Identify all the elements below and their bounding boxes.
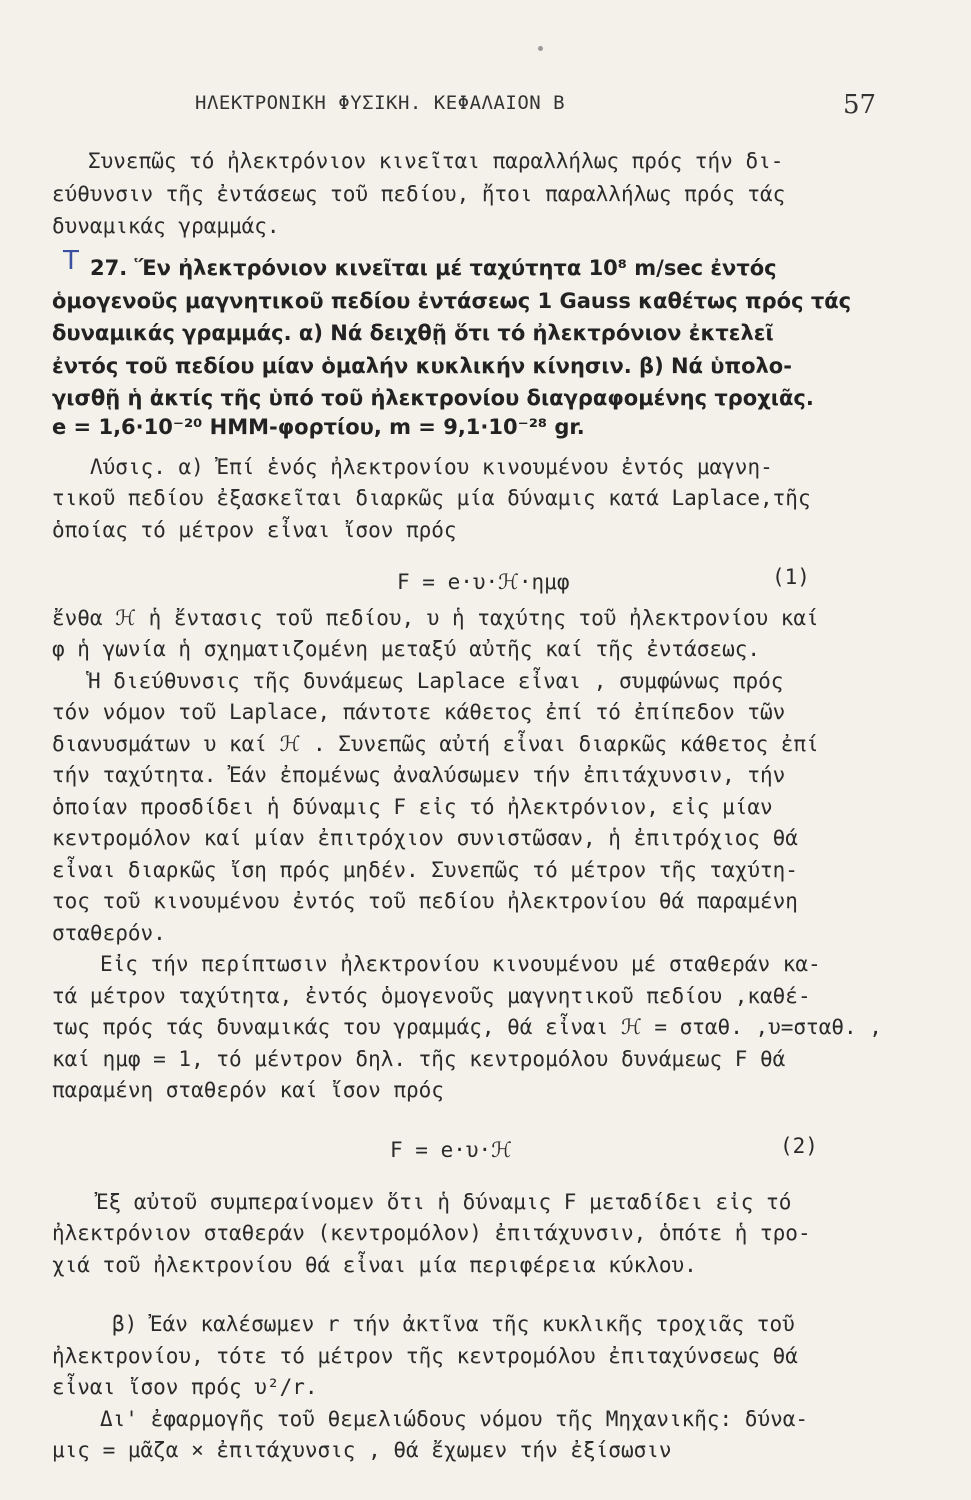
text-line: τόν νόμον τοῦ Laplace, πάντοτε κάθετος ἐπί τό ἐπίπεδον τῶν xyxy=(52,700,786,725)
text-line: Δι' ἐφαρμογῆς τοῦ θεμελιώδους νόμου τῆς Μηχανικῆς: δύνα- xyxy=(100,1406,809,1431)
formula-1: F = e·υ·ℋ·ημφ xyxy=(397,569,570,594)
text-line: ὁποίας τό μέτρον εἶναι ἴσον πρός xyxy=(52,517,457,542)
text-line: τος τοῦ κινουμένου ἐντός τοῦ πεδίου ἠλεκτρονίου θά παραμένη xyxy=(52,889,798,914)
text-line: εύθυνσιν τῆς ἐντάσεως τοῦ πεδίου, ἤτοι παραλλήλως πρός τάς xyxy=(52,181,786,206)
text-line: τά μέτρον ταχύτητα, ἐντός ὁμογενοῦς μαγνητικοῦ πεδίου ,καθέ- xyxy=(52,983,811,1008)
text-line: Εἰς τήν περίπτωσιν ἠλεκτρονίου κινουμένου μέ σταθεράν κα- xyxy=(100,952,821,977)
text-line: Ἐξ αὐτοῦ συμπεραίνομεν ὅτι ἡ δύναμις F μεταδίδει εἰς τό xyxy=(96,1189,792,1214)
text-line: Λύσις. α) Ἐπί ἑνός ἠλεκτρονίου κινουμένου ἐντός μαγνη- xyxy=(90,454,773,479)
text-line: e = 1,6·10⁻²⁰ ΗΜΜ-φορτίου, m = 9,1·10⁻²⁸ gr. xyxy=(52,414,585,439)
text-line: γισθῇ ἡ ἀκτίς τῆς ὑπό τοῦ ἠλεκτρονίου διαγραφομένης τροχιᾶς. xyxy=(52,386,814,411)
text-line: δυναμικάς γραμμάς. α) Νά δειχθῇ ὅτι τό ἠλεκτρόνιον ἐκτελεῖ xyxy=(52,321,774,346)
text-line: χιά τοῦ ἠλεκτρονίου θά εἶναι μία περιφέρεια κύκλου. xyxy=(52,1252,697,1277)
running-header: ΗΛΕΚΤΡΟΝΙΚΗ ΦΥΣΙΚΗ. ΚΕΦΑΛΑΙΟΝ Β xyxy=(195,92,566,114)
formula-2: F = e·υ·ℋ xyxy=(390,1138,512,1163)
text-line: 27. Ἕν ἠλεκτρόνιον κινεῖται μέ ταχύτητα 10⁸ m/sec ἐντός xyxy=(90,256,777,281)
text-line: εἶναι ἴσον πρός υ²/r. xyxy=(52,1375,318,1399)
scan-speck xyxy=(538,46,543,51)
text-line: φ ἡ γωνία ἡ σχηματιζομένη μεταξύ αὐτῆς καί τῆς ἐντάσεως. xyxy=(52,637,761,662)
text-line: ἔνθα ℋ ἡ ἔντασις τοῦ πεδίου, υ ἡ ταχύτης τοῦ ἠλεκτρονίου καί xyxy=(52,605,819,630)
text-line: ἠλεκτρόνιον σταθεράν (κεντρομόλον) ἐπιτάχυνσιν, ὁπότε ἡ τρο- xyxy=(52,1221,811,1246)
text-line: τήν ταχύτητα. Ἐάν ἐπομένως ἀναλύσωμεν τήν ἐπιτάχυνσιν, τήν xyxy=(52,763,786,788)
text-line: διανυσμάτων υ καί ℋ . Συνεπῶς αὐτή εἶναι διαρκῶς κάθετος ἐπί xyxy=(52,731,819,756)
text-line: Συνεπῶς τό ἠλεκτρόνιον κινεῖται παραλλήλως πρός τήν δι- xyxy=(88,149,784,174)
text-line: σταθερόν. xyxy=(52,920,166,945)
equation-number-2: (2) xyxy=(780,1133,818,1158)
page-number: 57 xyxy=(843,90,877,120)
text-line: β) Ἐάν καλέσωμεν r τήν ἀκτῖνα τῆς κυκλικῆς τροχιᾶς τοῦ xyxy=(112,1312,795,1336)
text-line: δυναμικάς γραμμάς. xyxy=(52,214,280,239)
text-line: ὁποίαν προσδίδει ἡ δύναμις F εἰς τό ἠλεκτρόνιον, εἰς μίαν xyxy=(52,794,773,819)
margin-mark: T xyxy=(63,246,79,276)
text-line: τικοῦ πεδίου ἐξασκεῖται διαρκῶς μία δύναμις κατά Laplace,τῆς xyxy=(52,486,811,511)
text-line: κεντρομόλον καί μίαν ἐπιτρόχιον συνιστῶσαν, ἡ ἐπιτρόχιος θά xyxy=(52,826,798,851)
text-line: τως πρός τάς δυναμικάς του γραμμάς, θά εἶναι ℋ = σταθ. ,υ=σταθ. , xyxy=(52,1015,882,1040)
text-line: μις = μᾶζα × ἐπιτάχυνσις , θά ἔχωμεν τήν ἐξίσωσιν xyxy=(52,1438,672,1462)
text-line: Ἡ διεύθυνσις τῆς δυνάμεως Laplace εἶναι , συμφώνως πρός xyxy=(88,668,784,693)
text-line: ὁμογενοῦς μαγνητικοῦ πεδίου ἐντάσεως 1 Gauss καθέτως πρός τάς xyxy=(52,288,852,313)
text-line: ἠλεκτρονίου, τότε τό μέτρον τῆς κεντρομόλου ἐπιταχύνσεως θά xyxy=(52,1343,798,1368)
text-line: εἶναι διαρκῶς ἴση πρός μηδέν. Συνεπῶς τό μέτρον τῆς ταχύτη- xyxy=(52,857,798,882)
equation-number-1: (1) xyxy=(772,564,810,589)
text-line: ἐντός τοῦ πεδίου μίαν ὁμαλήν κυκλικήν κίνησιν. β) Νά ὑπολο- xyxy=(52,353,792,378)
text-line: παραμένη σταθερόν καί ἴσον πρός xyxy=(52,1078,444,1103)
text-line: καί ημφ = 1, τό μέντρον δηλ. τῆς κεντρομόλου δυνάμεως F θά xyxy=(52,1046,786,1071)
